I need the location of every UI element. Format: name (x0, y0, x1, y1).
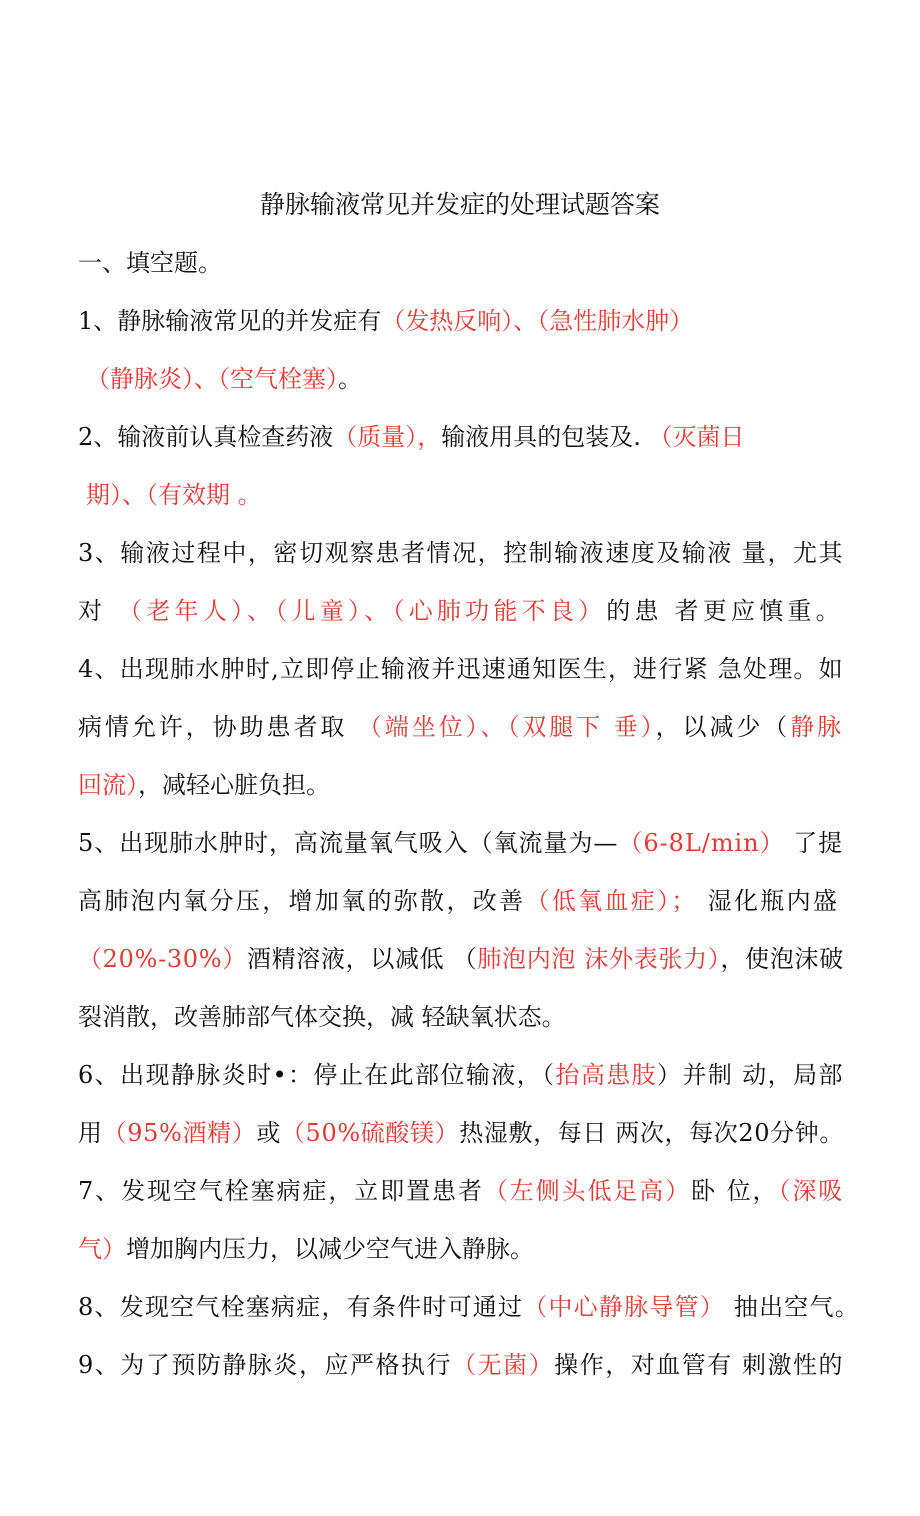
question-text: 输液用具的包装及. (441, 423, 649, 451)
question-text: 。 (338, 365, 362, 393)
answer-text: 回流） (78, 771, 138, 799)
text-line (78, 826, 843, 860)
text-line (78, 710, 844, 744)
text-line (78, 304, 693, 338)
answer-text: （95%酒精） (102, 1119, 257, 1147)
text-line (78, 884, 839, 918)
text-line (78, 1348, 844, 1382)
question-text: 对 (78, 597, 119, 625)
answer-text: （无菌） (452, 1351, 555, 1379)
document-title: 静脉输液常见并发症的处理试题答案 (259, 190, 660, 219)
text-line (78, 1290, 860, 1324)
question-text: 了提 (784, 829, 844, 857)
answer-text: 气） (78, 1235, 126, 1263)
question-text: 热湿敷，每日 两次，每次20分钟。 (459, 1119, 844, 1147)
answer-text: （6-8L/min） (618, 829, 785, 857)
question-text: 裂消散，改善肺部气体交换，减 轻缺氧状态。 (78, 1003, 566, 1031)
question-text: ，使泡沫破 (720, 945, 844, 973)
question-text: 8、发现空气栓塞病症，有条件时可通过 (78, 1293, 524, 1321)
answer-text: （左侧头低足高） (483, 1177, 692, 1205)
question-text: 6、出现静脉炎时•：停止在此部位输液，（ (78, 1061, 556, 1089)
answer-text: 抬高患肢 (555, 1061, 658, 1089)
answer-text: （灭菌日 (648, 423, 745, 451)
text-line (78, 1174, 844, 1208)
question-text: 病情允许，协助患者取 (78, 713, 358, 741)
question-text: 9、为了预防静脉炎，应严格执行 (78, 1351, 453, 1379)
text-line (78, 942, 844, 976)
answer-text: （质量）， (333, 423, 442, 451)
section-heading: 一、填空题。 (78, 249, 222, 277)
answer-text: （老年人）、（儿童）、（心肺功能不良） (118, 597, 607, 625)
answer-text: 期）、（有效期 。 (86, 481, 262, 509)
question-text: ）并制 动，局部 (657, 1061, 844, 1089)
answer-text: 静脉 (790, 713, 845, 741)
text-line (78, 652, 844, 686)
question-text: ，减轻心脏负担。 (138, 771, 330, 799)
question-text: 4、出现肺水肿时,立即停止输液并迅速通知医生，进行紧 急处理。如 (78, 655, 844, 683)
question-text: 3、输液过程中，密切观察患者情况，控制输液速度及输液 量，尤其 (78, 539, 845, 567)
question-text: 7、发现空气栓塞病症，立即置患者 (78, 1177, 484, 1205)
text-line (78, 1058, 844, 1092)
question-text: 高肺泡内氧分压，增加氧的弥散，改善 (78, 887, 526, 915)
question-text: 操作，对血管有 刺激性的 (554, 1351, 845, 1379)
text-line (78, 420, 745, 454)
question-text: ，以减少（ (655, 713, 791, 741)
answer-text: （深吸 (778, 1177, 845, 1205)
question-text: 5、出现肺水肿时，高流量氧气吸入（氧流量为— (78, 829, 619, 857)
answer-text: （静脉炎）、（空气栓塞） (86, 365, 338, 393)
answer-text: （20%-30%） (78, 945, 247, 973)
question-text: 用 (78, 1119, 103, 1147)
answer-text: 肺泡内泡 沫外表张力） (477, 945, 721, 973)
question-text: 或 (256, 1119, 281, 1147)
question-text: 卧 位， (691, 1177, 779, 1205)
text-line (78, 768, 330, 802)
text-line (78, 594, 844, 628)
text-line (86, 478, 262, 512)
question-text: 酒精溶液，以减低 （ (246, 945, 478, 973)
answer-text: （发热反响）、（急性肺水肿） (381, 307, 694, 335)
text-line (78, 1000, 566, 1034)
question-text: 湿化瓶内盛 (697, 887, 840, 915)
answer-text: （低氧血症）； (525, 887, 698, 915)
text-line (78, 1232, 534, 1266)
question-text: 的患 者更应慎重。 (606, 597, 844, 625)
text-line (86, 362, 362, 396)
answer-text: （端坐位）、（双腿下 垂） (357, 713, 656, 741)
question-text: 增加胸内压力，以减少空气进入静脉。 (126, 1235, 534, 1263)
text-line (78, 1116, 844, 1150)
answer-text: （50%硫酸镁） (280, 1119, 460, 1147)
question-text: 抽出空气。 (725, 1293, 860, 1321)
question-text: 1、静脉输液常见的并发症有 (78, 307, 382, 335)
text-line (78, 536, 844, 570)
question-text: 2、输液前认真检查药液 (78, 423, 334, 451)
answer-text: （中心静脉导管） (523, 1293, 725, 1321)
